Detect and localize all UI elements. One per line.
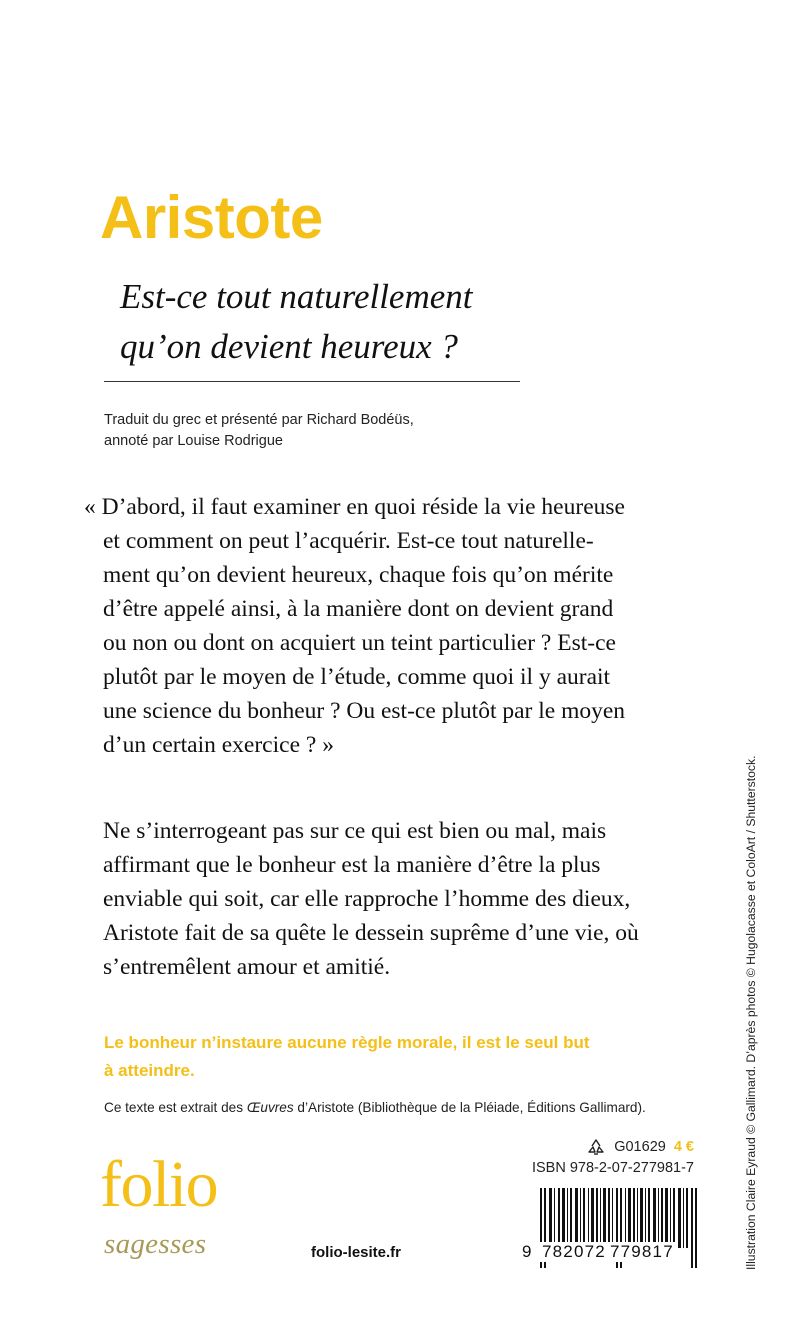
price: 4 €	[673, 1139, 694, 1155]
extract-work-title: Œuvres	[246, 1100, 294, 1115]
summary-line: s’entremêlent amour et amitié.	[103, 954, 391, 980]
quote-line: d’être appelé ainsi, à la manière dont on devient grand	[103, 596, 614, 622]
summary-line: Ne s’interrogeant pas sur ce qui est bien ou mal, mais	[103, 818, 607, 844]
tagline	[104, 1029, 714, 1085]
tagline-line: Le bonheur n’instaure aucune règle morale, il est le seul but	[104, 1033, 590, 1052]
illustration-credit: Illustration Claire Eyraud © Gallimard. D’après photos © Hugolacasse et ColoArt / Shutterstock.	[744, 755, 758, 1270]
recycle-icon	[586, 1138, 606, 1156]
reference-line	[586, 1136, 694, 1158]
barcode-first-digit: 9	[522, 1242, 532, 1261]
barcode-group: 779817	[609, 1242, 674, 1261]
folio-logo: folio	[100, 1148, 218, 1221]
summary-paragraph	[103, 814, 703, 984]
quote-paragraph	[84, 490, 704, 762]
book-title-line: Est-ce tout naturellement	[120, 277, 473, 316]
book-title	[120, 272, 580, 372]
extract-before: Ce texte est extrait des	[104, 1100, 247, 1115]
quote-line: ou non ou dont on acquiert un teint particulier ? Est-ce	[103, 630, 616, 656]
quote-line: « D’abord, il faut examiner en quoi réside la vie heureuse	[84, 494, 625, 520]
barcode-group: 782072	[542, 1242, 606, 1261]
book-title-line: qu’on devient heureux ?	[120, 327, 458, 366]
summary-line: Aristote fait de sa quête le dessein suprême d’une vie, où	[103, 920, 639, 946]
quote-line: une science du bonheur ? Ou est-ce plutôt par le moyen	[103, 698, 626, 724]
quote-line: d’un certain exercice ? »	[103, 732, 334, 758]
translation-credits	[104, 410, 524, 452]
credits-line: annoté par Louise Rodrigue	[104, 433, 283, 449]
website-link[interactable]: folio-lesite.fr	[311, 1244, 402, 1261]
title-divider	[104, 381, 520, 382]
reference-code: G01629	[614, 1139, 666, 1155]
quote-line: ment qu’on devient heureux, chaque fois qu’on mérite	[103, 562, 614, 588]
extract-note	[104, 1100, 724, 1115]
summary-line: affirmant que le bonheur est la manière d’être la plus	[103, 852, 601, 878]
tagline-line: à atteindre.	[104, 1061, 195, 1080]
quote-line: plutôt par le moyen de l’étude, comme quoi il y aurait	[103, 664, 611, 690]
barcode-digits	[522, 1242, 702, 1262]
summary-line: enviable qui soit, car elle rapproche l’homme des dieux,	[103, 886, 631, 912]
isbn: ISBN 978-2-07-277981-7	[531, 1160, 694, 1176]
extract-after: d’Aristote (Bibliothèque de la Pléiade, Éditions Gallimard).	[293, 1100, 646, 1115]
collection-name: sagesses	[104, 1228, 207, 1260]
quote-line: et comment on peut l’acquérir. Est-ce tout naturelle-	[103, 528, 594, 554]
author-name: Aristote	[100, 184, 323, 251]
credits-line: Traduit du grec et présenté par Richard Bodéüs,	[104, 412, 414, 428]
